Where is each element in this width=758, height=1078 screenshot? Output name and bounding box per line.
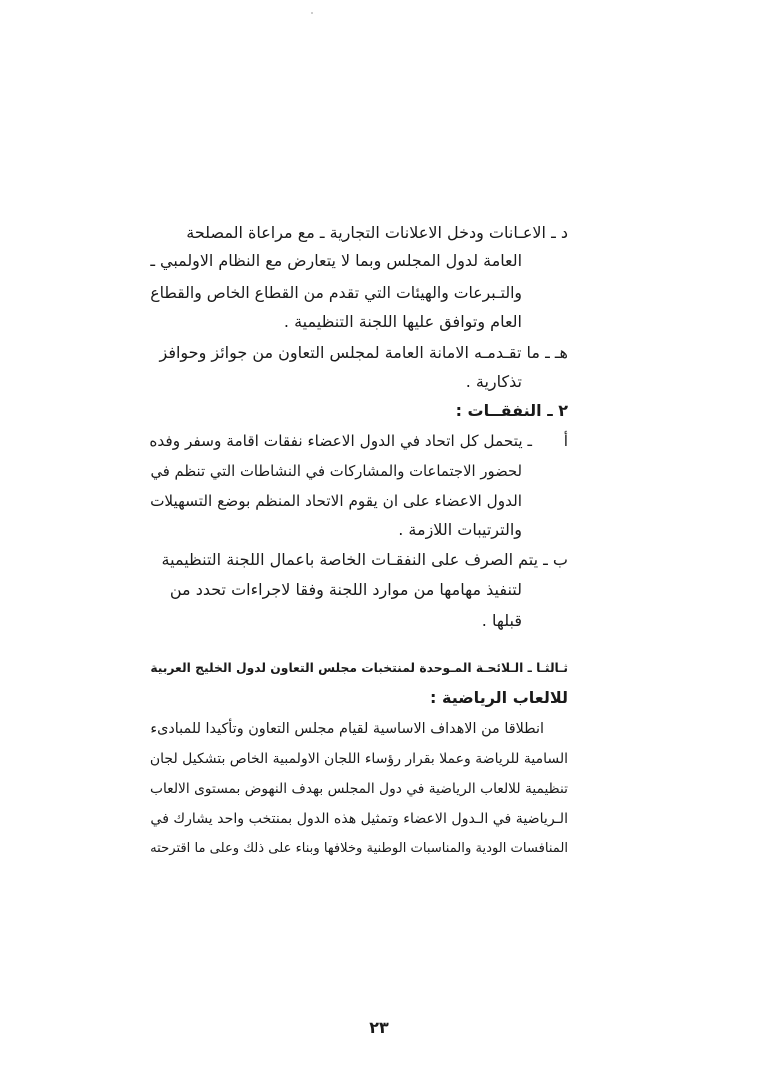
item-d-marker: د ـ	[551, 223, 568, 242]
item-d-line-2: العامة لدول المجلس وبما لا يتعارض مع النظام الاولمبي ـ	[150, 251, 522, 270]
item-h-line-1	[159, 342, 568, 364]
item-d-line-3: والتـبرعات والهيئات التي تقدم من القطاع الخاص والقطاع	[150, 283, 522, 302]
scan-speck	[311, 12, 313, 14]
item-a-line-4: والترتيبات اللازمة .	[398, 520, 522, 539]
item-h-line-2: تذكارية .	[465, 372, 522, 391]
item-h-text-1: ما تقـدمـه الامانة العامة لمجلس التعاون من جوائز وحوافز	[159, 343, 540, 362]
item-d-line-1	[186, 222, 568, 244]
item-a-line-3: الدول الاعضاء على ان يقوم الاتحاد المنظم بوضع التسهيلات	[150, 492, 522, 510]
section-3-heading-line-1: ثـالثـا ـ الـلائحـة المـوحدة لمنتخبات مجلس التعاون لدول الخليج العربية	[150, 661, 568, 675]
paragraph-line-5: المنافسات الودية والمناسبات الوطنية وخلافها وبناء على ذلك وعلى ما اقترحته	[150, 841, 568, 856]
item-a-line-1	[149, 430, 568, 452]
item-b-line-3: قبلها .	[481, 611, 522, 630]
item-h-marker: هـ ـ	[545, 343, 568, 362]
item-d-text-1: الاعـانات ودخل الاعلانات التجارية ـ مع مراعاة المصلحة	[186, 223, 546, 242]
paragraph-line-3: تنظيمية للالعاب الرياضية في دول المجلس بهدف النهوض بمستوى الالعاب	[149, 781, 568, 797]
item-b-text-1: يتم الصرف على النفقـات الخاصة باعمال اللجنة التنظيمية	[161, 550, 539, 569]
paragraph-line-1: انطلاقا من الاهداف الاساسية لقيام مجلس التعاون وتأكيدا للمبادىء	[150, 721, 544, 737]
item-b-line-2: لتنفيذ مهامها من موارد اللجنة وفقا لاجراءات تحدد من	[169, 580, 522, 599]
item-d-line-4: العام وتوافق عليها اللجنة التنظيمية .	[283, 312, 522, 331]
section-2-heading: ٢ ـ النفقــات :	[455, 401, 568, 420]
item-a-text-1: ـ يتحمل كل اتحاد في الدول الاعضاء نفقات اقامة وسفر وفده	[149, 432, 532, 450]
paragraph-line-2: السامية للرياضة وعملا بقرار رؤساء اللجان الاولمبية الخاص بتشكيل لجان	[149, 751, 568, 767]
item-b-marker: ب ـ	[543, 550, 568, 569]
section-3-heading-line-2: للالعاب الرياضية :	[430, 688, 568, 707]
item-a-line-2: لحضور الاجتماعات والمشاركات في النشاطات التي تنظم في	[150, 463, 522, 480]
item-b-line-1	[162, 549, 568, 571]
item-a-marker: أ	[563, 432, 568, 450]
paragraph-line-4: الـرياضية في الـدول الاعضاء وتمثيل هذه الدول بمنتخب واحد يشارك في	[150, 811, 568, 827]
page-number: ٢٣	[369, 1018, 389, 1037]
